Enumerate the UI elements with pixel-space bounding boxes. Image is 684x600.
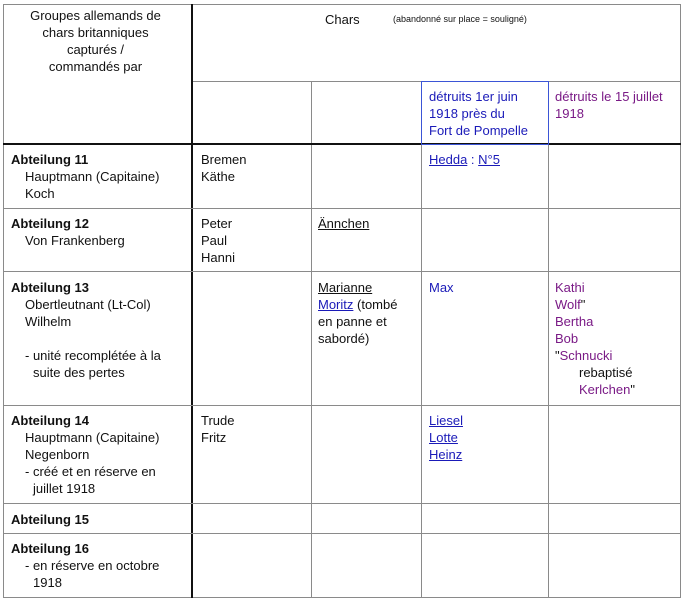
tank-hedda: Hedda: [429, 152, 468, 167]
row-14-destroyed-june: Liesel Lotte Heinz: [429, 413, 463, 462]
border-right: [680, 4, 681, 598]
row-11-tanks: Bremen Käthe: [201, 152, 247, 184]
row-14-group: Abteilung 14 Hauptmann (Capitaine) Negenborn - créé et en réserve en juillet 1918: [11, 413, 160, 496]
row-12-tanks: Peter Paul Hanni: [201, 216, 235, 265]
header-note: (abandonné sur place = souligné): [393, 14, 527, 24]
row-13-group: Abteilung 13 Obertleutnant (Lt-Col) Wilhelm - unité recomplétée à la suite des pertes: [11, 280, 161, 380]
row-16-group: Abteilung 16 - en réserve en octobre 1918: [11, 541, 160, 590]
row-15-group: Abteilung 15: [11, 512, 90, 527]
tank-n5: N°5: [478, 152, 500, 167]
divider-row-14: [3, 503, 681, 504]
row-14-tanks: Trude Fritz: [201, 413, 235, 445]
divider-col-main: [191, 4, 193, 598]
border-top: [3, 4, 681, 5]
header-destroyed-june: détruits 1er juin 1918 près du Fort de Pompelle: [429, 89, 528, 138]
divider-col-2: [311, 81, 312, 598]
row-11-group: Abteilung 11 Hauptmann (Capitaine) Koch: [11, 152, 160, 201]
row-12-group: Abteilung 12 Von Frankenberg: [11, 216, 125, 248]
divider-row-12: [3, 271, 681, 272]
tank-kerlchen: Kerlchen: [579, 382, 631, 397]
header-groups: Groupes allemands de chars britanniques capturés / commandés par: [30, 8, 161, 74]
header-chars: Chars: [325, 12, 360, 27]
row-13-abandoned: Marianne Moritz (tombé en panne et sabordé): [318, 280, 398, 346]
row-13-destroyed-june: Max: [429, 280, 454, 295]
tank-schnucki: Schnucki: [559, 348, 613, 363]
divider-col-3: [421, 81, 422, 598]
divider-row-11: [3, 208, 681, 209]
divider-row-header-main: [3, 143, 681, 145]
border-bottom: [3, 597, 681, 598]
row-11-destroyed-june: Hedda : N°5: [429, 152, 500, 167]
header-destroyed-july: détruits le 15 juillet 1918: [555, 89, 663, 121]
divider-row-13: [3, 405, 681, 406]
row-13-destroyed-july: Kathi Wolf" Bertha Bob "Schnucki rebaptisé Kerlchen": [555, 280, 635, 397]
border-left: [3, 4, 4, 598]
divider-row-15: [3, 533, 681, 534]
row-12-abandoned: Ännchen: [318, 216, 370, 231]
divider-col-4: [548, 81, 549, 598]
